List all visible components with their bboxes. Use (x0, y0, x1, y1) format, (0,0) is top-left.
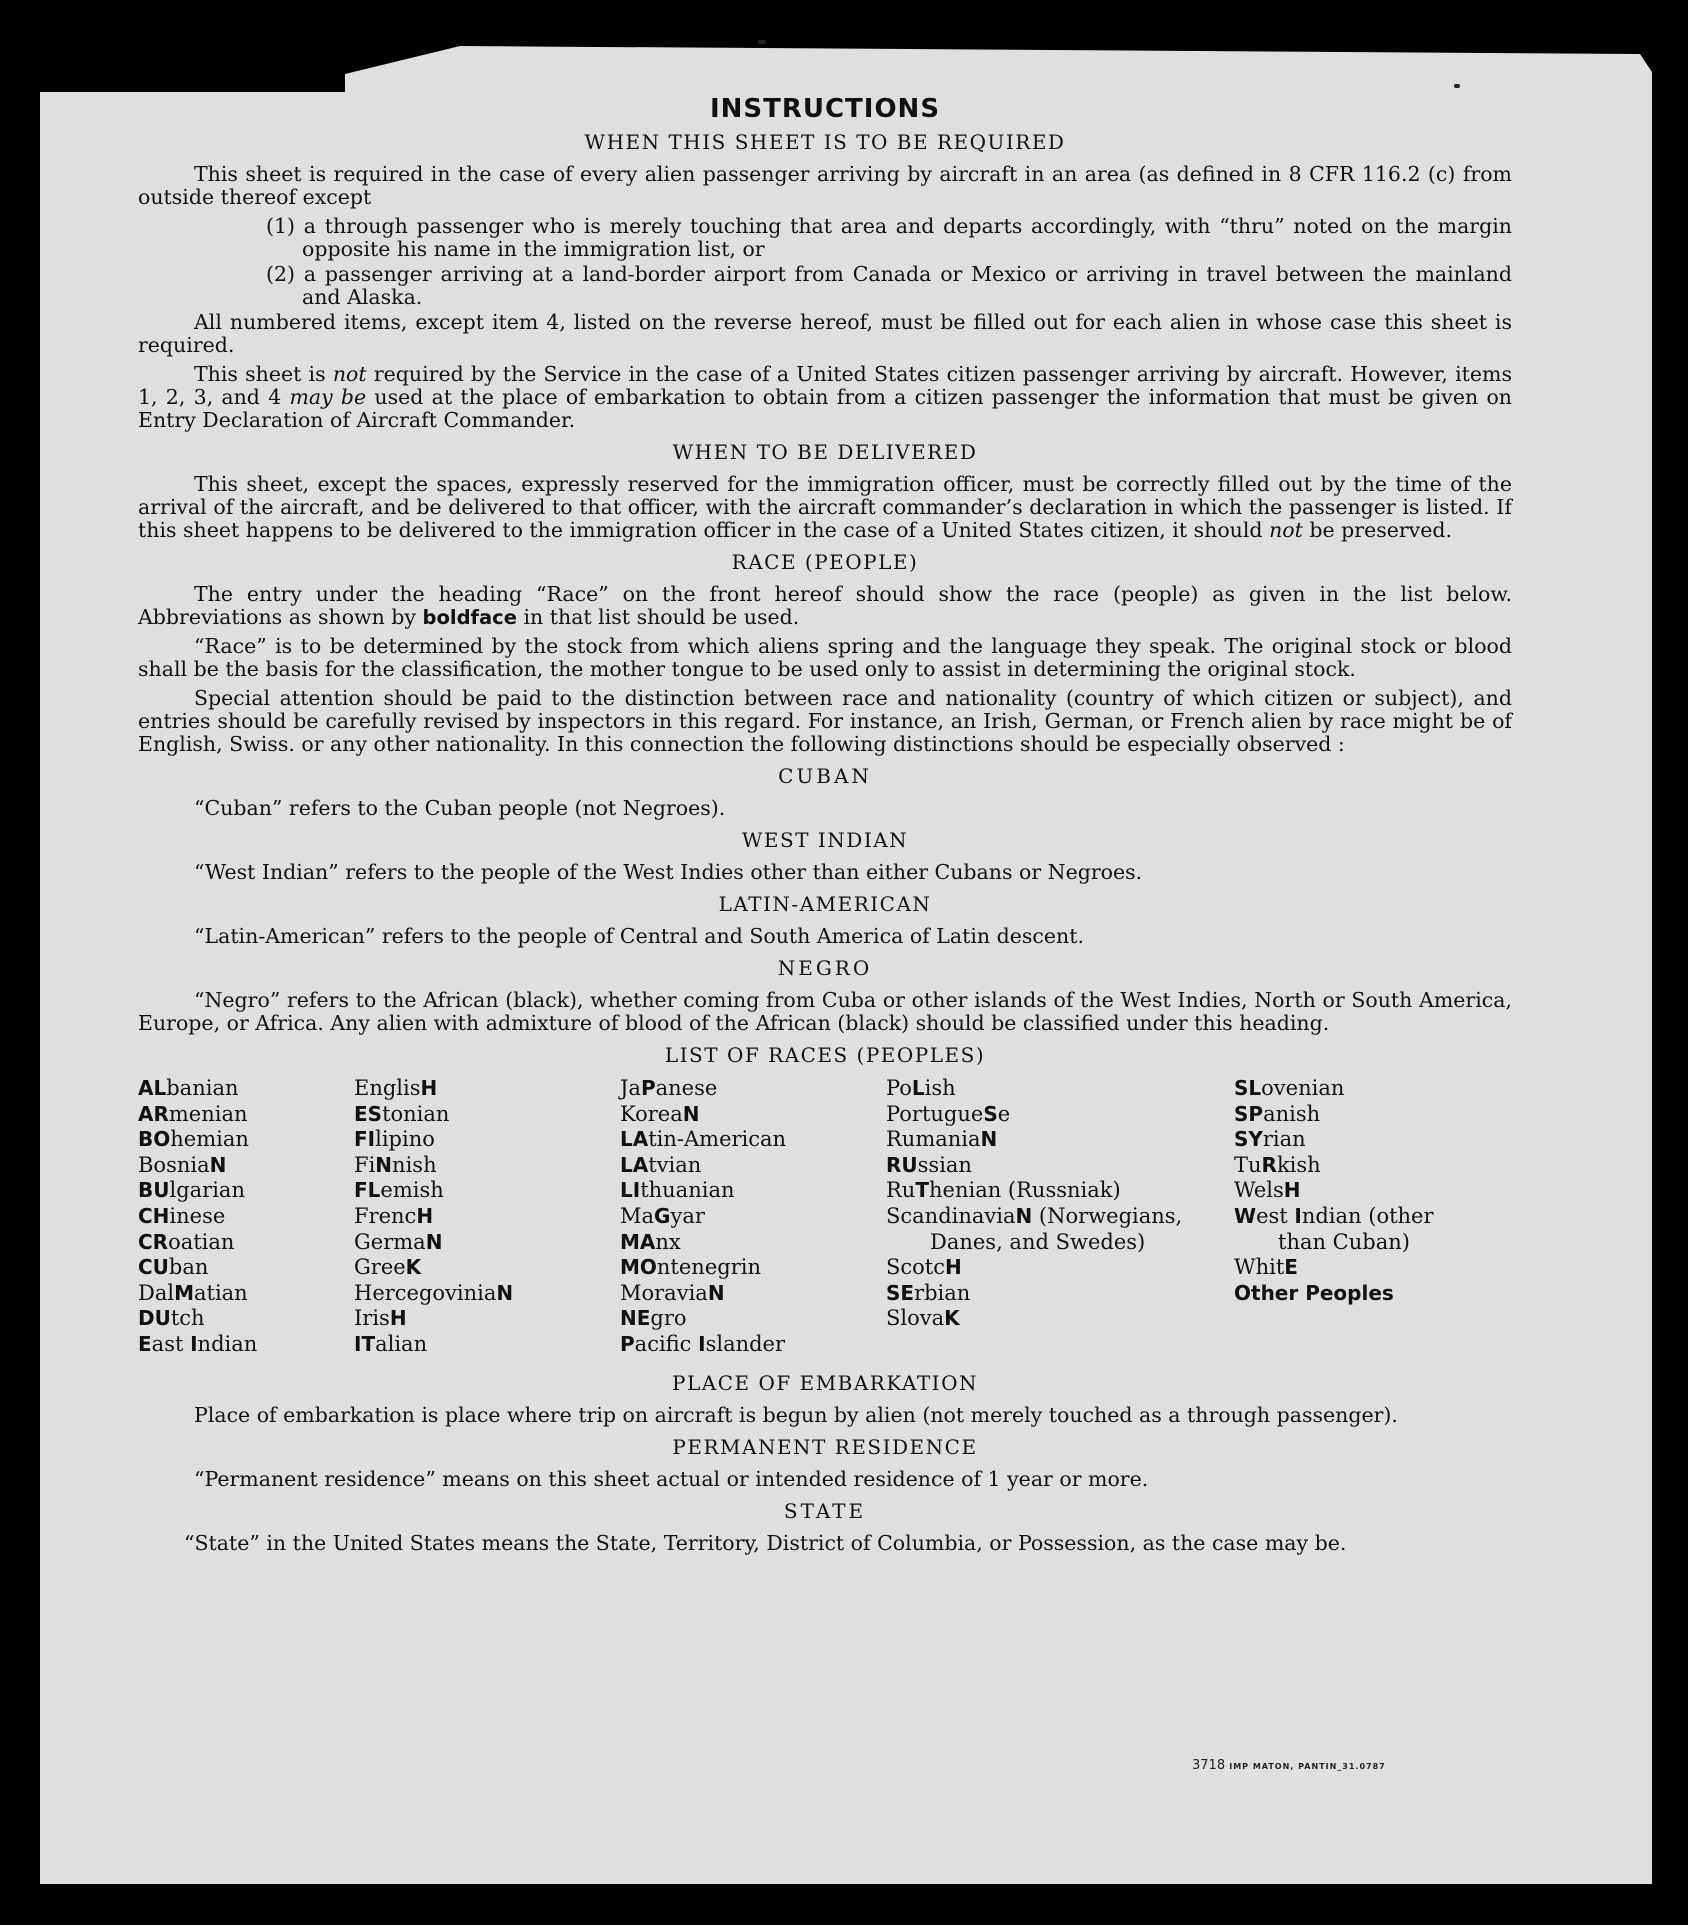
race-entry: JaPanese (620, 1076, 718, 1100)
races-column (886, 1076, 1234, 1358)
race-entry: MoraviaN (620, 1280, 725, 1305)
race-entry: FIlipino (354, 1127, 435, 1152)
race-entry: KoreaN (620, 1101, 700, 1126)
races-column (1234, 1076, 1470, 1358)
heading-when-required: WHEN THIS SHEET IS TO BE REQUIRED (584, 130, 1066, 154)
race-entry: FLemish (354, 1178, 444, 1203)
race-entry: DalMatian (138, 1280, 248, 1305)
race-entry: SlovaK (886, 1306, 960, 1331)
definition-embarkation: Place of embarkation is place where trip on aircraft is begun by alien (not merely touched as a through passenger). (194, 1402, 1398, 1427)
race-entry: EnglisH (354, 1076, 438, 1100)
race-entry: FrencH (354, 1203, 434, 1228)
race-entry: SErbian (886, 1280, 971, 1305)
race-entry: RUssian (886, 1152, 972, 1177)
heading-list-of-races: LIST OF RACES (PEOPLES) (664, 1043, 986, 1067)
race-entry: LIthuanian (620, 1178, 735, 1203)
definition-cuban: “Cuban” refers to the Cuban people (not Negroes). (194, 796, 726, 820)
race-entry: GreeK (354, 1255, 422, 1280)
race-entry: EStonian (354, 1101, 450, 1126)
race-entry: RumaniaN (886, 1127, 998, 1152)
definition-latin-american: “Latin-American” refers to the people of Central and South America of Latin descent. (194, 924, 1084, 948)
paragraph: “Race” is to be determined by the stock from which aliens spring and the language they speak. The original stock or blood shall be the basis for the classification, the mother tongue to be used only to assist in determining the original stock. (138, 634, 1512, 681)
list-item: (2) a passenger arriving at a land-border airport from Canada or Mexico or arriving in travel between the mainland and Alaska. (266, 262, 1512, 309)
races-list (138, 1076, 1512, 1358)
race-entry: WelsH (1234, 1178, 1301, 1203)
race-entry: East Indian (138, 1331, 258, 1356)
race-entry: RuThenian (Russniak) (886, 1178, 1121, 1203)
race-entry: DUtch (138, 1306, 205, 1331)
paragraph: This sheet is not required by the Service in the case of a United States citizen passenger arriving by aircraft. However, items 1, 2, 3, and 4 may be used at the place of embarkation to obtain from a citizen passenger the information that must be given on Entry Declaration of Aircraft Commander. (138, 362, 1512, 432)
definition-residence: “Permanent residence” means on this sheet actual or intended residence of 1 year or more. (194, 1466, 1149, 1491)
definition-negro: “Negro” refers to the African (black), whether coming from Cuba or other islands of the West Indies, North or South America, Europe, or Africa. Any alien with admixture of blood of the African (black) should be classified under this heading. (138, 988, 1512, 1035)
race-entry: NEgro (620, 1306, 687, 1331)
race-entry: SLovenian (1234, 1076, 1345, 1100)
race-entry: PortugueSe (886, 1101, 1011, 1126)
race-entry: GermaN (354, 1229, 443, 1254)
races-column (138, 1076, 354, 1358)
race-entry: SPanish (1234, 1101, 1321, 1126)
race-entry: LAtin-American (620, 1127, 787, 1152)
race-entry: Other Peoples (1234, 1280, 1394, 1305)
race-entry: MAnx (620, 1229, 681, 1254)
definition-state: “State” in the United States means the State, Territory, District of Columbia, or Possession, as the case may be. (184, 1530, 1347, 1555)
heading-place-of-embarkation: PLACE OF EMBARKATION (672, 1370, 978, 1395)
definition-west-indian: “West Indian” refers to the people of the West Indies other than either Cubans or Negroes. (194, 860, 1143, 884)
race-entry: TuRkish (1234, 1152, 1321, 1177)
race-entry: ScandinaviaN (Norwegians, Danes, and Swedes) (886, 1203, 1183, 1254)
race-entry: LAtvian (620, 1152, 702, 1177)
race-entry: BUlgarian (138, 1178, 245, 1203)
race-entry: BOhemian (138, 1127, 249, 1152)
heading-when-delivered: WHEN TO BE DELIVERED (672, 440, 978, 464)
heading-cuban: CUBAN (778, 764, 872, 788)
heading-state: STATE (783, 1498, 867, 1523)
race-entry: ITalian (354, 1331, 428, 1356)
race-entry: WhitE (1234, 1255, 1298, 1280)
race-entry: MOntenegrin (620, 1255, 761, 1280)
heading-latin-american: LATIN-AMERICAN (718, 892, 932, 916)
race-entry: IrisH (354, 1306, 407, 1331)
races-column (354, 1076, 620, 1358)
paragraph: This sheet is required in the case of every alien passenger arriving by aircraft in an area (as defined in 8 CFR 116.2 (c) from outside thereof except (138, 162, 1512, 209)
race-entry: MaGyar (620, 1203, 705, 1228)
race-entry: ARmenian (138, 1101, 248, 1126)
race-entry: West Indian (other than Cuban) (1234, 1203, 1434, 1254)
race-entry: FiNnish (354, 1152, 437, 1177)
instructions-text (138, 62, 1512, 1561)
form-number: 3718 IMP MATON, PANTIN_31.0787 (1192, 1758, 1386, 1773)
race-entry: CRoatian (138, 1229, 235, 1254)
paragraph: The entry under the heading “Race” on the front hereof should show the race (people) as given in the list below. Abbreviations as shown by boldface in that list should be used. (138, 582, 1512, 629)
races-column (620, 1076, 886, 1358)
paragraph: All numbered items, except item 4, listed on the reverse hereof, must be filled out for each alien in whose case this sheet is required. (138, 310, 1512, 357)
race-entry: HercegoviniaN (354, 1280, 514, 1305)
list-item: (1) a through passenger who is merely touching that area and departs accordingly, with “thru” noted on the margin opposite his name in the immigration list, or (266, 214, 1512, 261)
race-entry: SYrian (1234, 1127, 1306, 1152)
heading-race: RACE (PEOPLE) (731, 550, 919, 574)
scan-speck (758, 40, 766, 44)
race-entry: ScotcH (886, 1255, 962, 1280)
race-entry: ALbanian (138, 1076, 239, 1100)
race-entry: Pacific Islander (620, 1331, 786, 1356)
heading-negro: NEGRO (777, 956, 873, 980)
race-entry: PoLish (886, 1076, 956, 1100)
race-entry: CHinese (138, 1203, 226, 1228)
paragraph: Special attention should be paid to the distinction between race and nationality (country of which citizen or subject), and entries should be carefully revised by inspectors in this regard. For instance, an Irish, German, or French alien by race might be of English, Swiss. or any other nationality. In this connection the following distinctions should be especially observed : (138, 686, 1512, 756)
page-title: INSTRUCTIONS (709, 94, 941, 124)
paragraph: This sheet, except the spaces, expressly reserved for the immigration officer, must be correctly filled out by the time of the arrival of the aircraft, and be delivered to that officer, with the aircraft commander’s declaration in which the passenger is listed. If this sheet happens to be delivered to the immigration officer in the case of a United States citizen, it should not be preserved. (138, 472, 1512, 542)
heading-west-indian: WEST INDIAN (741, 828, 909, 852)
race-entry: BosniaN (138, 1152, 227, 1177)
race-entry: CUban (138, 1255, 209, 1280)
heading-permanent-residence: PERMANENT RESIDENCE (672, 1434, 978, 1459)
